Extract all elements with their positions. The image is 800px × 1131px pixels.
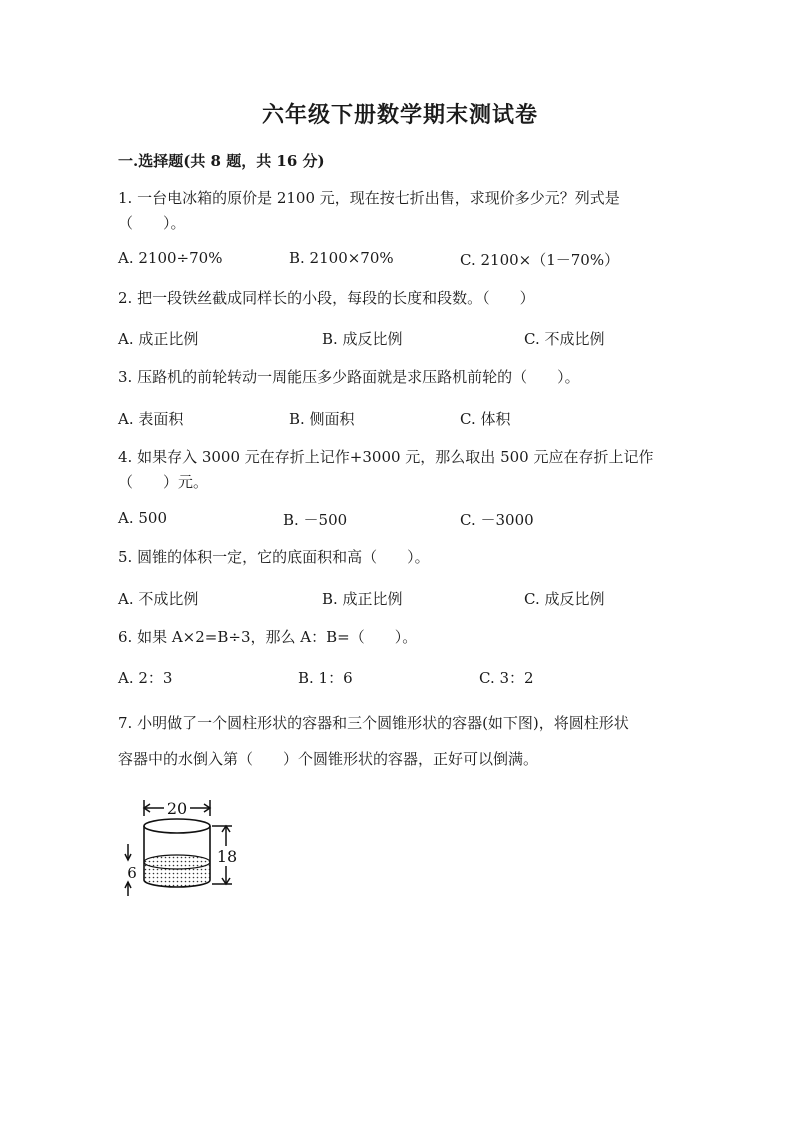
question-5-line-1: 5. 圆锥的体积一定，它的底面积和高（ ）。	[118, 548, 430, 566]
question-4-options	[118, 509, 718, 531]
option-b: B. 成反比例	[322, 330, 403, 348]
option-c: C. 3：2	[479, 669, 534, 687]
question-2-line-1: 2. 把一段铁丝截成同样长的小段，每段的长度和段数。（ ）	[118, 289, 535, 307]
option-c: C. 2100×（1－70%）	[460, 251, 620, 269]
question-4-line-1: 4. 如果存入 3000 元在存折上记作+3000 元，那么取出 500 元应在存折上记作	[118, 448, 654, 466]
option-b: B. －500	[283, 511, 348, 529]
option-c: C. 体积	[460, 410, 511, 428]
question-1-line-2: （ ）。	[118, 214, 186, 232]
question-6	[118, 625, 678, 650]
question-7-line-2: 容器中的水倒入第（ ）个圆锥形状的容器，正好可以倒满。	[118, 750, 539, 768]
option-c: C. －3000	[460, 511, 534, 529]
question-3-options	[118, 408, 718, 430]
question-6-line-1: 6. 如果 A×2=B÷3，那么 A：B=（ ）。	[118, 628, 418, 646]
option-a: A. 不成比例	[118, 590, 199, 608]
cylinder-figure	[120, 792, 250, 902]
question-2	[118, 286, 678, 311]
question-4	[118, 445, 678, 495]
option-a: A. 表面积	[118, 410, 184, 428]
option-c: C. 不成比例	[524, 330, 605, 348]
option-c: C. 成反比例	[524, 590, 605, 608]
height-label: 18	[216, 847, 238, 866]
water-level-label: 6	[127, 864, 137, 882]
question-1	[118, 186, 678, 236]
question-1-options	[118, 249, 718, 271]
question-3-line-1: 3. 压路机的前轮转动一周能压多少路面就是求压路机前轮的（ ）。	[118, 368, 580, 386]
question-2-options	[118, 328, 718, 350]
question-7-line-1: 7. 小明做了一个圆柱形状的容器和三个圆锥形状的容器(如下图)，将圆柱形状	[118, 714, 629, 732]
question-7	[118, 705, 678, 777]
diameter-label: 20	[166, 799, 188, 818]
option-a: A. 500	[118, 509, 167, 527]
option-a: A. 成正比例	[118, 330, 199, 348]
section-heading: 一.选择题(共 8 题，共 16 分)	[118, 152, 325, 170]
option-b: B. 2100×70%	[289, 249, 394, 267]
question-5	[118, 545, 678, 570]
option-b: B. 成正比例	[322, 590, 403, 608]
question-1-line-1: 1. 一台电冰箱的原价是 2100 元，现在按七折出售，求现价多少元？列式是	[118, 189, 620, 207]
option-a: A. 2100÷70%	[118, 249, 223, 267]
question-5-options	[118, 588, 718, 610]
question-3	[118, 365, 678, 390]
water-surface	[144, 855, 210, 869]
page-title: 六年级下册数学期末测试卷	[261, 102, 538, 128]
option-b: B. 1：6	[298, 669, 353, 687]
question-6-options	[118, 667, 718, 689]
question-4-line-2: （ ）元。	[118, 473, 209, 491]
option-b: B. 侧面积	[289, 410, 355, 428]
option-a: A. 2：3	[118, 669, 173, 687]
